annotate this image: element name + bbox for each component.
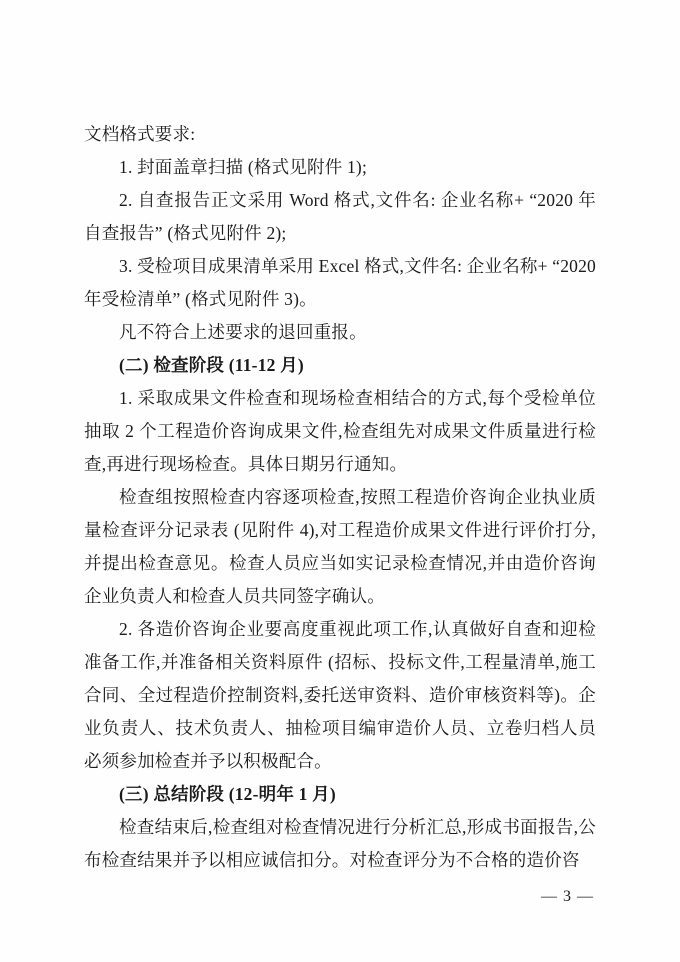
heading-stage-three: (三) 总结阶段 (12-明年 1 月) bbox=[119, 784, 336, 804]
document-body bbox=[84, 118, 596, 877]
paragraph-stage3-item-1: 检查结束后,检查组对检查情况进行分析汇总,形成书面报告,公布检查结果并予以相应诚信扣分。对检查评分为不合格的造价咨 bbox=[84, 817, 596, 870]
paragraph-item-4: 凡不符合上述要求的退回重报。 bbox=[119, 322, 367, 342]
paragraph-item-1: 1. 封面盖章扫描 (格式见附件 1); bbox=[119, 157, 368, 177]
page-number: — 3 — bbox=[541, 888, 594, 905]
heading-stage-two: (二) 检查阶段 (11-12 月) bbox=[119, 355, 304, 375]
paragraph-item-2: 2. 自查报告正文采用 Word 格式,文件名: 企业名称+ “2020 年自查报告” (格式见附件 2); bbox=[84, 190, 596, 243]
paragraph-stage2-item-3: 2. 各造价咨询企业要高度重视此项工作,认真做好自查和迎检准备工作,并准备相关资料原件 (招标、投标文件,工程量清单,施工合同、全过程造价控制资料,委托送审资料、造价审核资料等)。企业负责人、技术负责人、抽检项目编审造价人员、立卷归档人员必须参加检查并予以积极配合。 bbox=[84, 619, 596, 771]
paragraph-item-3: 3. 受检项目成果清单采用 Excel 格式,文件名: 企业名称+ “2020 年受检清单” (格式见附件 3)。 bbox=[84, 256, 597, 309]
paragraph-stage2-item-2: 检查组按照检查内容逐项检查,按照工程造价咨询企业执业质量检查评分记录表 (见附件 4),对工程造价成果文件进行评价打分,并提出检查意见。检查人员应当如实记录检查情况,并由造价咨询企业负责人和检查人员共同签字确认。 bbox=[84, 487, 596, 606]
paragraph-doc-format-req: 文档格式要求: bbox=[84, 124, 196, 144]
paragraph-stage2-item-1: 1. 采取成果文件检查和现场检查相结合的方式,每个受检单位抽取 2 个工程造价咨询成果文件,检查组先对成果文件质量进行检查,再进行现场检查。具体日期另行通知。 bbox=[84, 388, 596, 474]
